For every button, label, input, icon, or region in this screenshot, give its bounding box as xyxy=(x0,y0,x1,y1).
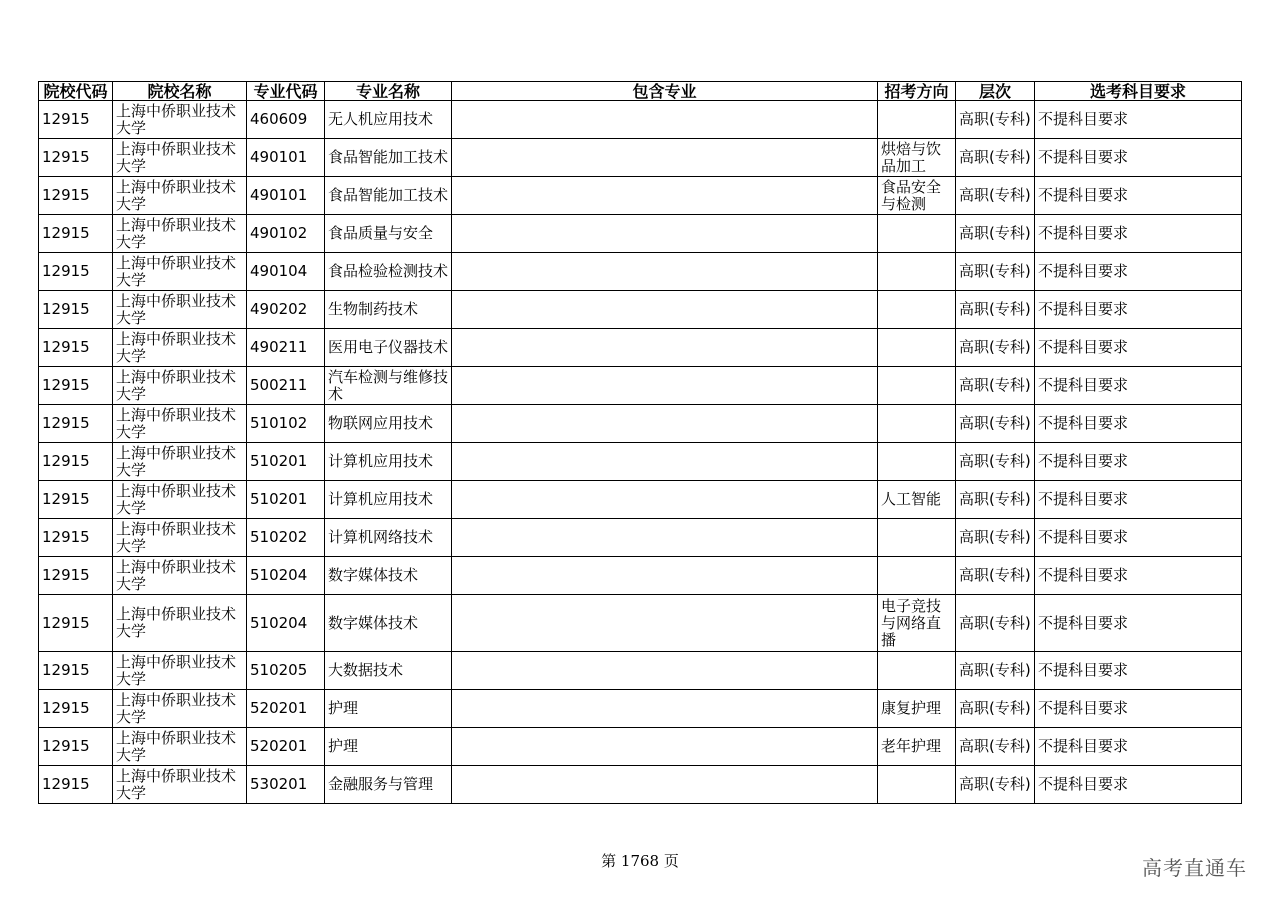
cell-school-code: 12915 xyxy=(39,481,113,519)
cell-school-code: 12915 xyxy=(39,329,113,367)
cell-school-code: 12915 xyxy=(39,291,113,329)
cell-direction: 烘焙与饮品加工 xyxy=(878,139,956,177)
cell-level: 高职(专科) xyxy=(956,766,1035,804)
cell-school-name: 上海中侨职业技术大学 xyxy=(113,139,247,177)
table-row xyxy=(39,177,1242,215)
cell-school-code: 12915 xyxy=(39,443,113,481)
cell-school-name: 上海中侨职业技术大学 xyxy=(113,329,247,367)
table-row xyxy=(39,728,1242,766)
cell-school-code: 12915 xyxy=(39,405,113,443)
cell-direction: 老年护理 xyxy=(878,728,956,766)
table-row xyxy=(39,101,1242,139)
cell-school-name: 上海中侨职业技术大学 xyxy=(113,690,247,728)
cell-level: 高职(专科) xyxy=(956,443,1035,481)
cell-included-majors xyxy=(452,728,878,766)
table-row xyxy=(39,595,1242,652)
cell-school-name: 上海中侨职业技术大学 xyxy=(113,177,247,215)
cell-level: 高职(专科) xyxy=(956,253,1035,291)
table-row xyxy=(39,557,1242,595)
cell-direction xyxy=(878,652,956,690)
cell-major-name: 无人机应用技术 xyxy=(325,101,452,139)
cell-subject-requirement: 不提科目要求 xyxy=(1035,481,1242,519)
cell-included-majors xyxy=(452,690,878,728)
cell-school-name: 上海中侨职业技术大学 xyxy=(113,728,247,766)
table-row xyxy=(39,405,1242,443)
cell-major-code: 460609 xyxy=(247,101,325,139)
table-body xyxy=(39,101,1242,804)
cell-level: 高职(专科) xyxy=(956,215,1035,253)
cell-subject-requirement: 不提科目要求 xyxy=(1035,690,1242,728)
cell-major-name: 食品智能加工技术 xyxy=(325,139,452,177)
cell-level: 高职(专科) xyxy=(956,329,1035,367)
cell-level: 高职(专科) xyxy=(956,101,1035,139)
cell-major-code: 510205 xyxy=(247,652,325,690)
cell-included-majors xyxy=(452,405,878,443)
cell-included-majors xyxy=(452,177,878,215)
cell-subject-requirement: 不提科目要求 xyxy=(1035,291,1242,329)
table-row xyxy=(39,253,1242,291)
cell-school-name: 上海中侨职业技术大学 xyxy=(113,367,247,405)
cell-included-majors xyxy=(452,519,878,557)
cell-direction xyxy=(878,253,956,291)
cell-included-majors xyxy=(452,481,878,519)
cell-subject-requirement: 不提科目要求 xyxy=(1035,139,1242,177)
cell-direction: 人工智能 xyxy=(878,481,956,519)
cell-level: 高职(专科) xyxy=(956,481,1035,519)
header-major-code: 专业代码 xyxy=(247,82,325,101)
cell-subject-requirement: 不提科目要求 xyxy=(1035,177,1242,215)
cell-major-code: 510201 xyxy=(247,481,325,519)
cell-major-name: 护理 xyxy=(325,728,452,766)
cell-major-code: 490101 xyxy=(247,177,325,215)
header-subject-requirement: 选考科目要求 xyxy=(1035,82,1242,101)
cell-direction xyxy=(878,519,956,557)
cell-major-name: 汽车检测与维修技术 xyxy=(325,367,452,405)
cell-level: 高职(专科) xyxy=(956,652,1035,690)
cell-school-name: 上海中侨职业技术大学 xyxy=(113,443,247,481)
cell-major-name: 医用电子仪器技术 xyxy=(325,329,452,367)
cell-direction xyxy=(878,215,956,253)
table-row xyxy=(39,766,1242,804)
cell-major-name: 计算机网络技术 xyxy=(325,519,452,557)
admissions-table xyxy=(38,81,1242,804)
cell-subject-requirement: 不提科目要求 xyxy=(1035,595,1242,652)
cell-direction xyxy=(878,443,956,481)
cell-included-majors xyxy=(452,329,878,367)
cell-direction xyxy=(878,557,956,595)
cell-subject-requirement: 不提科目要求 xyxy=(1035,101,1242,139)
cell-included-majors xyxy=(452,652,878,690)
table-row xyxy=(39,139,1242,177)
table-row xyxy=(39,291,1242,329)
cell-direction xyxy=(878,766,956,804)
cell-major-name: 食品检验检测技术 xyxy=(325,253,452,291)
cell-major-name: 大数据技术 xyxy=(325,652,452,690)
cell-major-name: 护理 xyxy=(325,690,452,728)
cell-major-code: 490104 xyxy=(247,253,325,291)
cell-major-code: 510202 xyxy=(247,519,325,557)
cell-major-code: 520201 xyxy=(247,728,325,766)
cell-school-name: 上海中侨职业技术大学 xyxy=(113,766,247,804)
table-row xyxy=(39,652,1242,690)
cell-school-code: 12915 xyxy=(39,215,113,253)
cell-level: 高职(专科) xyxy=(956,557,1035,595)
cell-level: 高职(专科) xyxy=(956,690,1035,728)
cell-school-name: 上海中侨职业技术大学 xyxy=(113,652,247,690)
cell-school-code: 12915 xyxy=(39,766,113,804)
cell-major-name: 数字媒体技术 xyxy=(325,595,452,652)
cell-major-name: 食品智能加工技术 xyxy=(325,177,452,215)
cell-major-name: 金融服务与管理 xyxy=(325,766,452,804)
cell-major-code: 490102 xyxy=(247,215,325,253)
header-school-code: 院校代码 xyxy=(39,82,113,101)
cell-major-code: 510204 xyxy=(247,557,325,595)
cell-level: 高职(专科) xyxy=(956,728,1035,766)
cell-direction xyxy=(878,405,956,443)
header-included-majors: 包含专业 xyxy=(452,82,878,101)
cell-school-name: 上海中侨职业技术大学 xyxy=(113,519,247,557)
cell-subject-requirement: 不提科目要求 xyxy=(1035,329,1242,367)
cell-direction: 康复护理 xyxy=(878,690,956,728)
cell-major-name: 食品质量与安全 xyxy=(325,215,452,253)
table-row xyxy=(39,443,1242,481)
header-school-name: 院校名称 xyxy=(113,82,247,101)
cell-school-name: 上海中侨职业技术大学 xyxy=(113,557,247,595)
cell-major-code: 520201 xyxy=(247,690,325,728)
cell-level: 高职(专科) xyxy=(956,595,1035,652)
cell-subject-requirement: 不提科目要求 xyxy=(1035,557,1242,595)
cell-subject-requirement: 不提科目要求 xyxy=(1035,519,1242,557)
cell-major-code: 500211 xyxy=(247,367,325,405)
cell-school-code: 12915 xyxy=(39,253,113,291)
table-row xyxy=(39,215,1242,253)
cell-subject-requirement: 不提科目要求 xyxy=(1035,728,1242,766)
page-number: 第 1768 页 xyxy=(601,852,679,870)
cell-direction: 食品安全与检测 xyxy=(878,177,956,215)
cell-level: 高职(专科) xyxy=(956,367,1035,405)
table-row xyxy=(39,367,1242,405)
header-major-name: 专业名称 xyxy=(325,82,452,101)
cell-subject-requirement: 不提科目要求 xyxy=(1035,652,1242,690)
cell-subject-requirement: 不提科目要求 xyxy=(1035,253,1242,291)
cell-major-name: 物联网应用技术 xyxy=(325,405,452,443)
cell-subject-requirement: 不提科目要求 xyxy=(1035,367,1242,405)
header-direction: 招考方向 xyxy=(878,82,956,101)
header-level: 层次 xyxy=(956,82,1035,101)
cell-direction xyxy=(878,291,956,329)
cell-school-name: 上海中侨职业技术大学 xyxy=(113,101,247,139)
cell-major-name: 计算机应用技术 xyxy=(325,443,452,481)
cell-school-name: 上海中侨职业技术大学 xyxy=(113,595,247,652)
cell-major-name: 计算机应用技术 xyxy=(325,481,452,519)
cell-included-majors xyxy=(452,101,878,139)
table-header-row xyxy=(39,82,1242,101)
cell-level: 高职(专科) xyxy=(956,139,1035,177)
cell-major-code: 510201 xyxy=(247,443,325,481)
cell-school-name: 上海中侨职业技术大学 xyxy=(113,291,247,329)
cell-direction xyxy=(878,367,956,405)
cell-included-majors xyxy=(452,215,878,253)
cell-direction: 电子竞技与网络直播 xyxy=(878,595,956,652)
cell-direction xyxy=(878,101,956,139)
cell-major-code: 510102 xyxy=(247,405,325,443)
cell-school-code: 12915 xyxy=(39,177,113,215)
cell-included-majors xyxy=(452,291,878,329)
cell-subject-requirement: 不提科目要求 xyxy=(1035,215,1242,253)
cell-school-name: 上海中侨职业技术大学 xyxy=(113,405,247,443)
cell-subject-requirement: 不提科目要求 xyxy=(1035,766,1242,804)
cell-subject-requirement: 不提科目要求 xyxy=(1035,405,1242,443)
cell-included-majors xyxy=(452,595,878,652)
cell-major-code: 490101 xyxy=(247,139,325,177)
cell-school-code: 12915 xyxy=(39,367,113,405)
cell-included-majors xyxy=(452,557,878,595)
cell-school-name: 上海中侨职业技术大学 xyxy=(113,481,247,519)
cell-school-code: 12915 xyxy=(39,139,113,177)
cell-level: 高职(专科) xyxy=(956,405,1035,443)
cell-school-name: 上海中侨职业技术大学 xyxy=(113,215,247,253)
table-row xyxy=(39,519,1242,557)
cell-school-code: 12915 xyxy=(39,101,113,139)
cell-school-name: 上海中侨职业技术大学 xyxy=(113,253,247,291)
cell-school-code: 12915 xyxy=(39,728,113,766)
cell-major-name: 生物制药技术 xyxy=(325,291,452,329)
cell-school-code: 12915 xyxy=(39,557,113,595)
cell-included-majors xyxy=(452,766,878,804)
cell-school-code: 12915 xyxy=(39,519,113,557)
cell-included-majors xyxy=(452,443,878,481)
cell-school-code: 12915 xyxy=(39,595,113,652)
cell-level: 高职(专科) xyxy=(956,177,1035,215)
cell-major-code: 490211 xyxy=(247,329,325,367)
cell-level: 高职(专科) xyxy=(956,519,1035,557)
table-row xyxy=(39,690,1242,728)
cell-included-majors xyxy=(452,253,878,291)
table-row xyxy=(39,481,1242,519)
cell-included-majors xyxy=(452,367,878,405)
table-row xyxy=(39,329,1242,367)
cell-major-name: 数字媒体技术 xyxy=(325,557,452,595)
cell-major-code: 510204 xyxy=(247,595,325,652)
cell-major-code: 530201 xyxy=(247,766,325,804)
cell-direction xyxy=(878,329,956,367)
cell-major-code: 490202 xyxy=(247,291,325,329)
cell-subject-requirement: 不提科目要求 xyxy=(1035,443,1242,481)
cell-school-code: 12915 xyxy=(39,690,113,728)
watermark: 高考直通车 xyxy=(1142,856,1247,880)
cell-school-code: 12915 xyxy=(39,652,113,690)
cell-level: 高职(专科) xyxy=(956,291,1035,329)
cell-included-majors xyxy=(452,139,878,177)
